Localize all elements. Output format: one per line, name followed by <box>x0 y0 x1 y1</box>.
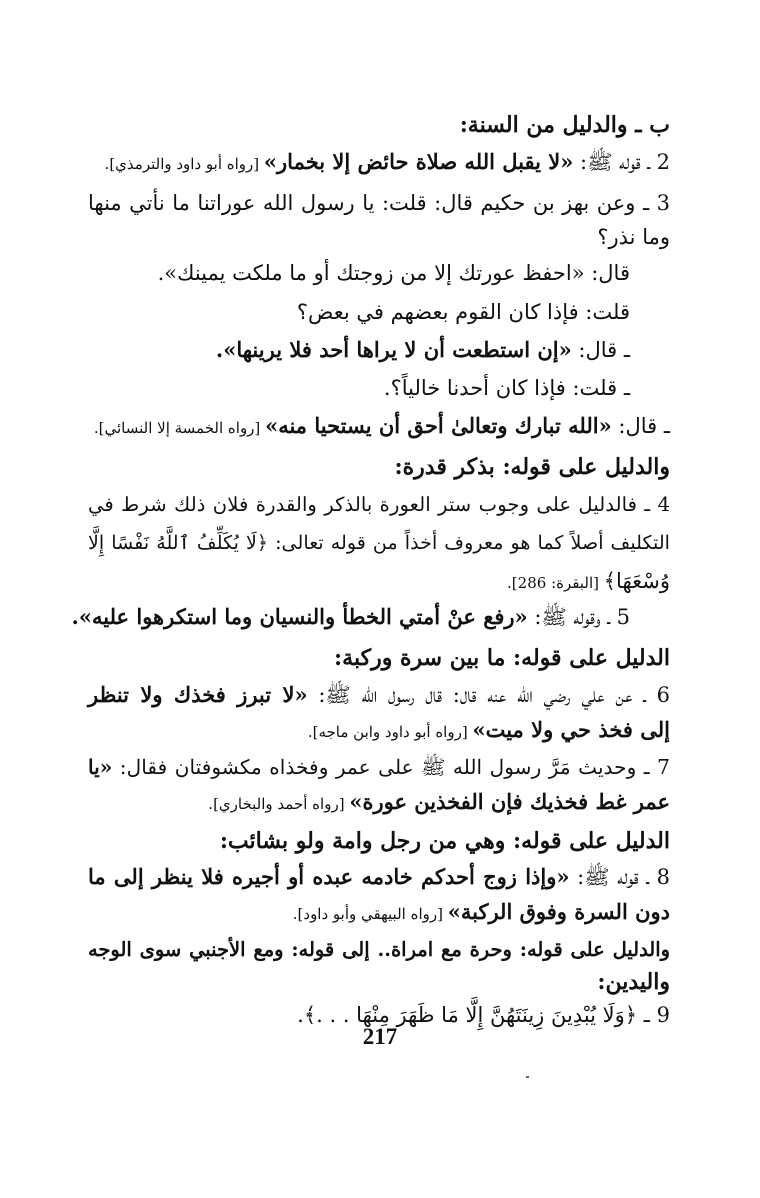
para-7-source: [رواه أحمد والبخاري]. <box>208 795 350 813</box>
para-4-verse-end: وُسْعَهَا﴾ <box>603 569 670 593</box>
hadith-2-intro: 2 ـ قوله ﷺ: <box>573 150 670 174</box>
hadith-2 <box>105 147 670 179</box>
para-4-line-2: التكليف أصلاً كما هو معروف أخذاً من قوله تعالى: ﴿لَا يُكَلِّفُ ٱللَّهُ نَفْسًا إِلَّا <box>88 531 670 554</box>
dialogue-line-5-quote: «الله تبارك وتعالىٰ أحق أن يستحيا منه» <box>265 413 612 438</box>
dialogue-line-5-intro: ـ قال: <box>611 414 670 438</box>
section-heading-sunnah: ب ـ والدليل من السنة: <box>459 112 670 138</box>
page-number: 217 <box>362 1024 398 1049</box>
hadith-3-line-2: وما نذر؟ <box>597 225 670 249</box>
hadith-3-line-1: 3 ـ وعن بهز بن حكيم قال: قلت: يا رسول الله عوراتنا ما نأتي منها <box>88 191 670 215</box>
para-6-quote-a: «لا تبرز فخذك ولا تنظر <box>88 682 308 707</box>
para-8-quote-a: «وإذا زوج أحدكم خادمه عبده أو أجيره فلا ينظر إلى ما <box>88 864 570 889</box>
para-4-line-3 <box>507 566 670 598</box>
heading-man-and-slave: الدليل على قوله: وهي من رجل وامة ولو بشائب: <box>219 828 670 854</box>
dialogue-line-3-intro: ـ قال: <box>571 338 630 362</box>
dialogue-line-2: قلت: فإذا كان القوم بعضهم في بعض؟ <box>296 300 630 324</box>
para-5 <box>72 602 630 632</box>
dialogue-line-1: قال: «احفظ عورتك إلا من زوجتك أو ما ملكت يمينك». <box>157 261 630 285</box>
heading-navel-knee: الدليل على قوله: ما بين سرة وركبة: <box>334 645 670 671</box>
para-6-quote-b: إلى فخذ حي ولا ميت» <box>472 717 670 742</box>
dialogue-line-5 <box>94 411 670 443</box>
heading-free-woman-line-2: واليدين: <box>597 969 670 995</box>
para-8-line-1 <box>88 862 670 892</box>
para-7-line-2 <box>208 787 670 819</box>
para-7-line-1 <box>88 752 670 782</box>
para-6-line-2 <box>308 715 670 747</box>
hadith-2-source: [رواه أبو داود والترمذي]. <box>104 155 264 173</box>
para-8-line-2 <box>293 897 670 929</box>
para-8-source: [رواه البيهقي وأبو داود]. <box>292 905 448 923</box>
para-7-quote-b: عمر غط فخذيك فإن الفخذين عورة» <box>349 789 670 814</box>
para-4-citation: [البقرة: 286]. <box>507 574 604 592</box>
hadith-2-text: «لا يقبل الله صلاة حائض إلا بخمار» <box>263 149 574 174</box>
para-5-quote: «رفع عنْ أمتي الخطأ والنسيان وما استكرهوا عليه». <box>71 604 528 629</box>
dialogue-line-3 <box>216 335 630 365</box>
heading-with-ability: والدليل على قوله: بذكر قدرة: <box>394 454 670 480</box>
print-speck <box>526 1076 529 1078</box>
para-7-quote-a: «يا <box>88 755 113 779</box>
para-6-intro: 6 ـ عن علي رضي الله عنه قال: قال رسول الله ﷺ: <box>307 683 671 707</box>
dialogue-line-4: ـ قلت: فإذا كان أحدنا خالياً؟. <box>383 376 630 400</box>
para-8-quote-b: دون السرة وفوق الركبة» <box>447 899 670 924</box>
para-8-intro: 8 ـ قوله ﷺ: <box>569 865 670 889</box>
heading-free-woman-line-1: والدليل على قوله: وحرة مع امراة.. إلى قوله: ومع الأجنبي سوى الوجه <box>88 938 670 961</box>
para-5-intro: 5 ـ وقوله ﷺ: <box>527 605 630 629</box>
para-7-intro: 7 ـ وحديث مَرَّ رسول الله ﷺ على عمر وفخذاه مكشوفتان فقال: <box>112 755 670 779</box>
para-4-line-1: 4 ـ فالدليل على وجوب ستر العورة بالذكر والقدرة فلان ذلك شرط في <box>88 493 670 516</box>
para-6-line-1 <box>88 680 670 710</box>
para-6-source: [رواه أبو داود وابن ماجه]. <box>307 723 473 741</box>
dialogue-line-3-quote: «إن استطعت أن لا يراها أحد فلا يرينها». <box>215 337 572 362</box>
dialogue-line-5-source: [رواه الخمسة إلا النسائي]. <box>93 419 266 437</box>
para-9-verse: 9 ـ ﴿وَلَا يُبْدِينَ زِينَتَهُنَّ إِلَّا مَا ظَهَرَ مِنْهَا . . .﴾. <box>297 1003 670 1027</box>
